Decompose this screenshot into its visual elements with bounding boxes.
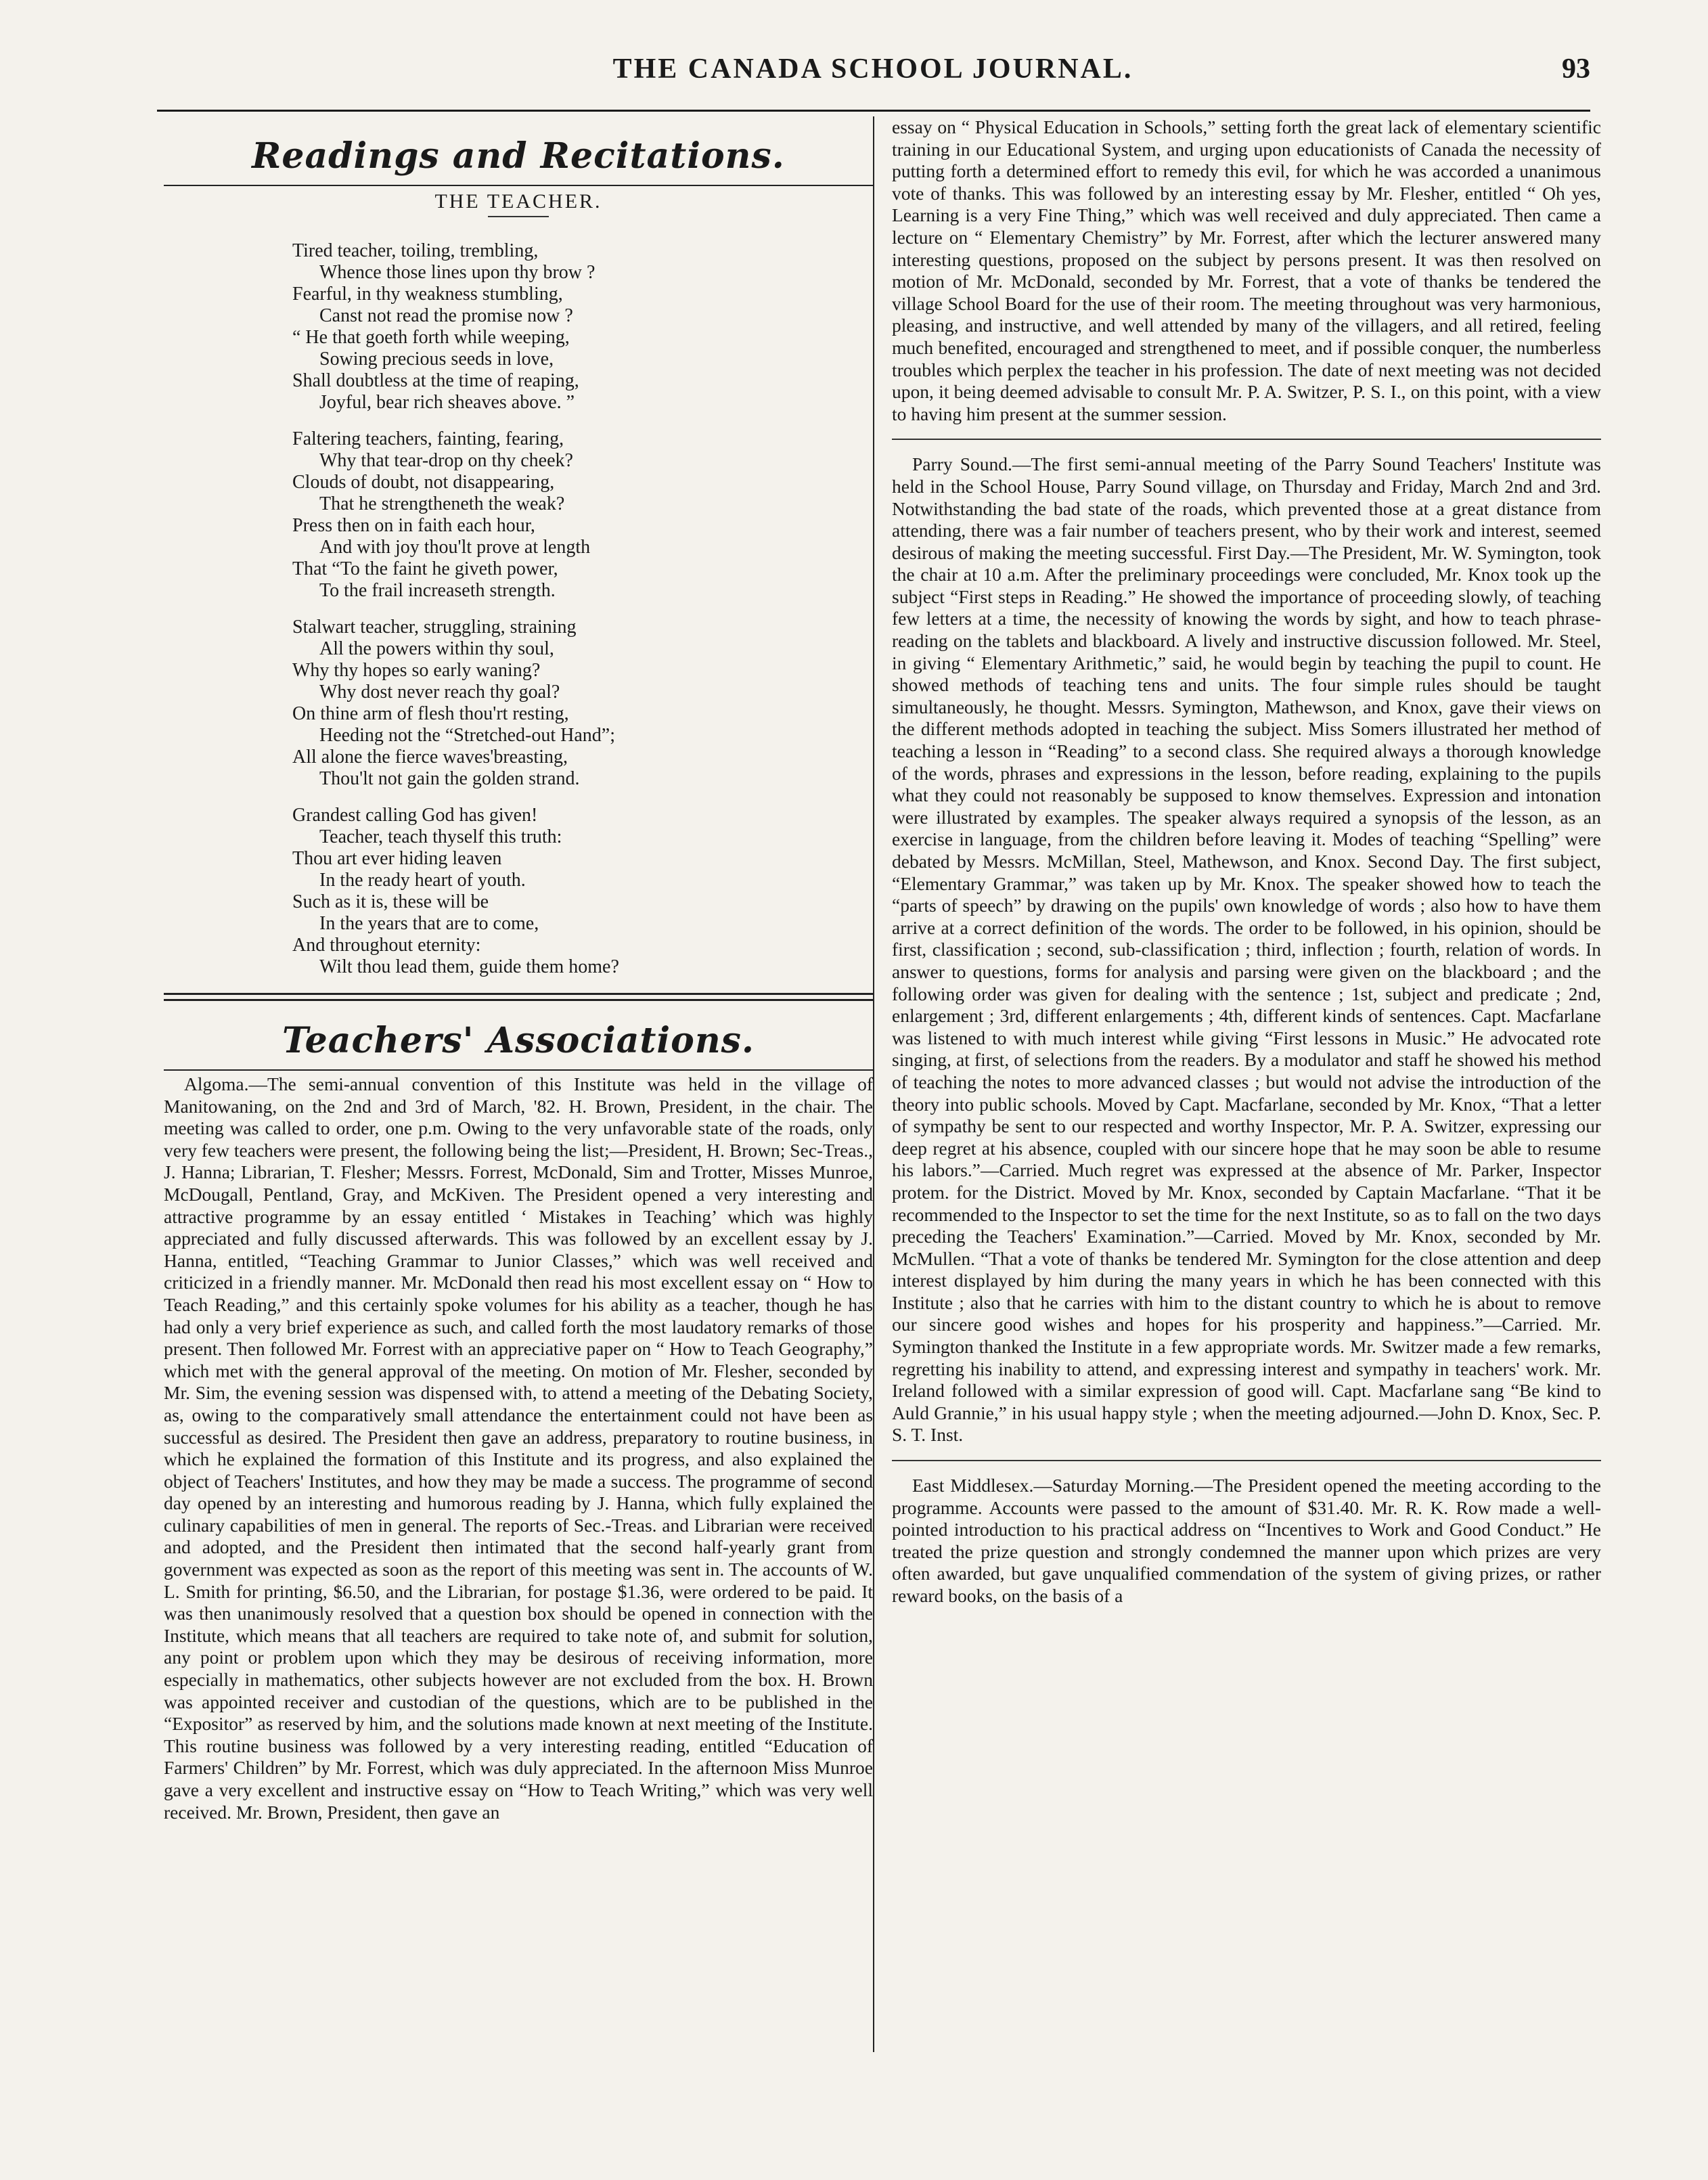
poem-line: Teacher, teach thyself this truth: <box>319 826 562 847</box>
poem-title: THE TEACHER. <box>434 190 602 213</box>
poem-line: Shall doubtless at the time of reaping, <box>292 370 579 391</box>
east-middlesex-report: East Middlesex.—Saturday Morning.—The President opened the meeting according to the programme. Accounts were passed to the amount of $31.40. Mr. R. K. Row made a well-pointed introduction to his practical address on “Incentives to Work and Good Conduct.” He treated the prize question and strongly condemned the manner upon which prizes are very often awarded, but gave unqualified commendation of the system of giving prizes, or rather reward books, on the basis of a <box>892 1475 1601 1606</box>
column-divider <box>873 116 874 2052</box>
poem-line: In the ready heart of youth. <box>319 870 526 891</box>
readings-heading: Readings and Recitations. <box>252 135 785 177</box>
poem-line: All the powers within thy soul, <box>319 638 554 659</box>
section-double-rule <box>164 993 873 1001</box>
poem-line: In the years that are to come, <box>319 913 539 934</box>
associations-heading: Teachers' Associations. <box>282 1020 755 1061</box>
poem-stanza <box>292 428 873 602</box>
poem-line: Grandest calling God has given! <box>292 805 538 826</box>
poem-line: Clouds of doubt, not disappearing, <box>292 472 555 493</box>
poem-line: Joyful, bear rich sheaves above. ” <box>319 392 575 413</box>
poem-line: That “To the faint he giveth power, <box>292 558 558 579</box>
poem-title-rule <box>488 216 549 217</box>
poem-line: All alone the fierce waves'breasting, <box>292 747 568 768</box>
running-header <box>156 53 1590 100</box>
poem-line: On thine arm of flesh thou'rt resting, <box>292 703 569 724</box>
poem-line: And with joy thou'lt prove at length <box>319 537 591 558</box>
poem-line: Why that tear-drop on thy cheek? <box>319 450 573 471</box>
poem-line: Press then on in faith each hour, <box>292 515 535 536</box>
header-rule <box>157 110 1590 112</box>
readings-heading-rule <box>164 185 873 186</box>
poem-line: To the frail increaseth strength. <box>319 580 556 601</box>
poem <box>292 240 873 978</box>
poem-line: Such as it is, these will be <box>292 891 489 912</box>
algoma-report-continued: essay on “ Physical Education in Schools,” setting forth the great lack of elementary scientific training in our Educational System, and urging upon educationists of Canada the necessity of putting forth a determined effort to remedy this evil, for which he was accorded a unanimous vote of thanks. This was followed by an interesting essay by Mr. Flesher, entitled “ Oh yes, Learning is a very Fine Thing,” which was well received and duly appreciated. Then came a lecture on “ Elementary Chemistry” by Mr. Forrest, after which the lecturer answered many interesting questions, proposed on the subject by persons present. It was then resolved on motion of Mr. McDonald, seconded by Mr. Forrest, that a vote of thanks be tendered the village School Board for the use of their room. The meeting throughout was very harmonious, pleasing, and instructive, and well attended by many of the villagers, and all retired, feeling much benefited, encouraged and strengthened to meet, and if possible conquer, the numberless troubles which perplex the teacher in his profession. The date of next meeting was not decided upon, it being deemed advisable to consult Mr. P. A. Switzer, P. S. I., on this point, with a view to having him present at the summer session. <box>892 116 1601 424</box>
poem-line: Fearful, in thy weakness stumbling, <box>292 284 563 305</box>
parry-sound-report: Parry Sound.—The first semi-annual meeting of the Parry Sound Teachers' Institute was held in the School House, Parry Sound village, on Thursday and Friday, March 2nd and 3rd. Notwithstanding the bad state of the roads, which prevented those at a great distance from attending, there was a fair number of teachers present, who by their work and interest, seemed desirous of making the meeting successful. First Day.—The President, Mr. W. Symington, took the chair at 10 a.m. After the preliminary proceedings were concluded, Mr. Knox took up the subject “First steps in Reading.” He showed the importance of proceeding slowly, of teaching few letters at a time, the necessity of knowing the words by sight, and how to teach phrase-reading on the tablets and blackboard. A lively and instructive discussion followed. Mr. Steel, in giving “ Elementary Arithmetic,” said, he would begin by teaching the pupil to count. He showed methods of teaching tens and units. The four simple rules should be taught simultaneously, he thought. Messrs. Symington, Mathewson, and Knox, gave their views on the different methods adopted in teaching the subject. Miss Somers illustrated her method of teaching a lesson in “Reading” to a second class. She required always a thorough knowledge of the words, phrases and expressions in the lesson, before reading, explaining to the pupils what they could not reasonably be supposed to know themselves. Expression and intonation were illustrated by examples. The speaker always required a synopsis of the lesson, as an exercise in language, from the children before leaving it. Modes of teaching “Spelling” were debated by Messrs. McMillan, Steel, Mathewson, and Knox. Second Day. The first subject, “Elementary Grammar,” was taken up by Mr. Knox. The speaker showed how to teach the “parts of speech” by drawing on the pupils' own knowledge of words ; also how to have them arrive at a correct definition of the words. The order to be followed, in his opinion, should be first, classification ; second, sub-classification ; third, inflection ; fourth, relation of words. In answer to questions, forms for analysis and parsing were given on the blackboard ; and the following order was given for dealing with the sentence ; 1st, subject and predicate ; 2nd, enlargement ; 3rd, different enlargements ; 4th, different kinds of sentences. Capt. Macfarlane was listened to with much interest while giving “First lessons in Music.” He advocated rote singing, at first, of selections from the readers. By a modulator and staff he showed his method of teaching the notes to more advanced classes ; but would not advise the introduction of the theory into public schools. Moved by Capt. Macfarlane, seconded by Mr. Knox, “That a letter of sympathy be sent to our respected and worthy Inspector, Mr. P. A. Switzer, expressing our deep regret at his absence, coupled with our sincere hope that he may soon be able to resume his labors.”—Carried. Much regret was expressed at the absence of Mr. Parker, Inspector protem. for the District. Moved by Mr. Knox, seconded by Captain Macfarlane. “That it be recommended to the Inspector to set the time for the next Institute, so as to fall on the two days preceding the Teachers' Examination.”—Carried. Moved by Mr. Knox, seconded by Mr. McMullen. “That a vote of thanks be tendered Mr. Symington for the close attention and deep interest displayed by him during the many years in which he has been connected with this Institute ; also that he carries with him to the distant country to which he is about to remove our sincere good wishes and hopes for his prosperity and happiness.”—Carried. Mr. Symington thanked the Institute in a few appropriate words. Mr. Switzer made a few remarks, regretting his inability to attend, and expressing interest and sympathy in teachers' work. Mr. Ireland followed with a similar expression of good will. Capt. Macfarlane sang “Be kind to Auld Grannie,” in his usual happy style ; when the meeting adjourned.—John D. Knox, Sec. P. S. T. Inst. <box>892 453 1601 1446</box>
poem-line: Heeding not the “Stretched-out Hand”; <box>319 725 615 746</box>
poem-line: “ He that goeth forth while weeping, <box>292 327 570 348</box>
poem-line: Thou'lt not gain the golden strand. <box>319 768 580 789</box>
poem-line: Thou art ever hiding leaven <box>292 848 502 869</box>
right-column <box>892 116 1601 1607</box>
report-separator <box>892 1460 1601 1461</box>
poem-line: Canst not read the promise now ? <box>319 305 573 326</box>
poem-line: Sowing precious seeds in love, <box>319 349 554 370</box>
associations-heading-rule <box>164 1069 873 1071</box>
poem-stanza <box>292 240 873 414</box>
poem-line: That he strengtheneth the weak? <box>319 493 565 514</box>
poem-line: Faltering teachers, fainting, fearing, <box>292 428 564 449</box>
poem-line: Stalwart teacher, struggling, straining <box>292 617 577 638</box>
journal-title: THE CANADA SCHOOL JOURNAL. <box>612 53 1133 85</box>
report-separator <box>892 439 1601 440</box>
page-number: 93 <box>1562 53 1590 85</box>
poem-line: And throughout eternity: <box>292 935 481 956</box>
left-column <box>164 116 873 1823</box>
poem-line: Whence those lines upon thy brow ? <box>319 262 595 283</box>
poem-line: Why thy hopes so early waning? <box>292 660 541 681</box>
poem-stanza <box>292 805 873 978</box>
poem-stanza <box>292 617 873 790</box>
poem-line: Wilt thou lead them, guide them home? <box>319 956 619 977</box>
poem-line: Tired teacher, toiling, trembling, <box>292 240 539 261</box>
poem-line: Why dost never reach thy goal? <box>319 682 560 703</box>
algoma-report: Algoma.—The semi-annual convention of this Institute was held in the village of Manitowaning, on the 2nd and 3rd of March, '82. H. Brown, President, in the chair. The meeting was called to order, one p.m. Owing to the very unfavorable state of the roads, only very few teachers were present, the following being the list;—President, H. Brown; Sec-Treas., J. Hanna; Librarian, T. Flesher; Messrs. Forrest, McDonald, Sim and Trotter, Misses Munroe, McDougall, Pentland, Gray, and McKiven. The President opened a very interesting and attractive programme by an essay entitled ‘ Mistakes in Teaching’ which was highly appreciated and fully discussed afterwards. This was followed by an excellent essay by J. Hanna, entitled, “Teaching Grammar to Junior Classes,” which was well received and criticized in a friendly manner. Mr. McDonald then read his most excellent essay on “ How to Teach Reading,” and this certainly spoke volumes for his ability as a teacher, though he has had only a very brief experience as such, and called forth the most laudatory remarks of those present. Then followed Mr. Forrest with an appreciative paper on “ How to Teach Geography,” which met with the general approval of the meeting. On motion of Mr. Flesher, seconded by Mr. Sim, the evening session was dispensed with, to attend a meeting of the Debating Society, as, owing to the comparatively small attendance the entertainment could not have been as successful as desired. The President then gave an address, preparatory to routine business, in which he explained the formation of this Institute and its progress, and also explained the object of Teachers' Institutes, and how they may be made a success. The programme of second day opened by an interesting and humorous reading by J. Hanna, which fully explained the culinary capabilities of men in general. The reports of Sec.-Treas. and Librarian were received and adopted, and the President then intimated that the second half-yearly grant from government was expected as soon as the report of this meeting was sent in. The accounts of W. L. Smith for printing, $6.50, and the Librarian, for postage $1.36, were ordered to be paid. It was then unanimously resolved that a question box should be opened in connection with the Institute, which means that all teachers are required to take note of, and submit for solution, any point or problem upon which they may be desirous of receiving information, more especially in mathematics, other subjects however are not excluded from the box. H. Brown was appointed receiver and custodian of the questions, which are to be published in the “Expositor” as reserved by him, and the solutions made known at next meeting of the Institute. This routine business was followed by a very interesting reading, entitled “Education of Farmers' Children” by Mr. Forrest, which was duly appreciated. In the afternoon Miss Munroe gave a very excellent and instructive essay on “How to Teach Writing,” which was very well received. Mr. Brown, President, then gave an <box>164 1073 873 1823</box>
